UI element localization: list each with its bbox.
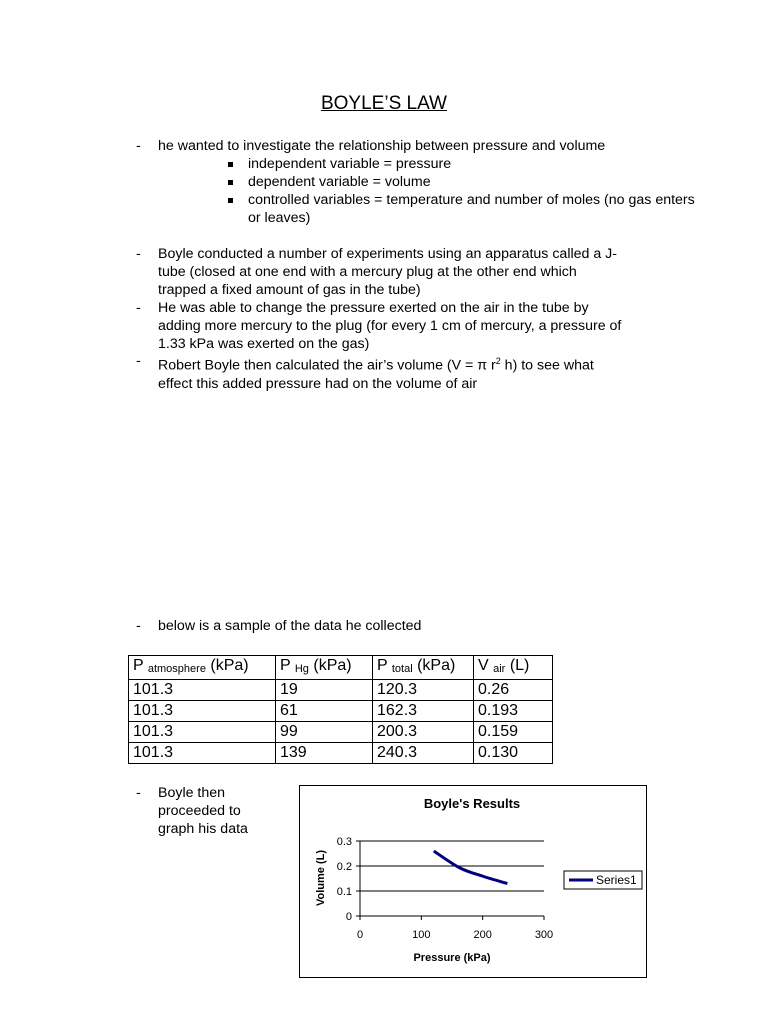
x-axis-label: Pressure (kPa) bbox=[413, 952, 491, 964]
table-row: 101.3 99 200.3 0.159 bbox=[129, 722, 553, 743]
column-header: P $_{atmosphere}$ (kPa) bbox=[129, 656, 276, 680]
chart-frame bbox=[299, 785, 647, 978]
data-table bbox=[128, 655, 553, 764]
x-tick-label: 100 bbox=[412, 929, 431, 941]
legend-label: Series1 bbox=[596, 873, 637, 887]
list-item: independent variable = pressure bbox=[228, 155, 695, 173]
dash-marker: - bbox=[136, 138, 141, 154]
bullet-square-icon bbox=[228, 198, 233, 203]
bullet-square-icon bbox=[228, 180, 233, 185]
x-tick-label: 300 bbox=[534, 929, 554, 941]
page-title: BOYLE’S LAW bbox=[320, 93, 447, 114]
x-tick-label: 0 bbox=[356, 929, 364, 941]
y-tick-label: 0.2 bbox=[336, 861, 352, 873]
series-line bbox=[434, 851, 508, 884]
y-tick-label: 0 bbox=[345, 911, 352, 923]
intro-text: he wanted to investigate the relationship between pressure and volume bbox=[158, 138, 606, 154]
table-row: 101.3 61 162.3 0.193 bbox=[129, 701, 553, 722]
column-header: P $_{total}$ (kPa) bbox=[373, 656, 474, 680]
bullet-square-icon bbox=[228, 162, 233, 167]
column-header: P $_{Hg}$ (kPa) bbox=[276, 656, 373, 680]
list-item: dependent variable = volume bbox=[228, 173, 695, 191]
y-tick-label: 0.3 bbox=[336, 836, 352, 848]
x-tick-label: 200 bbox=[473, 929, 492, 941]
y-axis-label: Volume (L) bbox=[315, 849, 327, 907]
chart bbox=[300, 786, 646, 977]
table-row: 101.3 19 120.3 0.26 bbox=[129, 680, 553, 701]
table-header-row bbox=[129, 656, 553, 680]
column-header: V $_{air}$ (L) bbox=[474, 656, 553, 680]
table-row: 101.3 139 240.3 0.130 bbox=[129, 743, 553, 764]
list-item: controlled variables = temperature and number of moles (no gas enters or leaves) bbox=[228, 191, 695, 227]
chart-title: Boyle's Results bbox=[423, 796, 521, 811]
sample-intro-text: below is a sample of the data he collected bbox=[158, 618, 422, 634]
variables-list bbox=[228, 155, 695, 227]
y-tick-label: 0.1 bbox=[336, 886, 352, 898]
